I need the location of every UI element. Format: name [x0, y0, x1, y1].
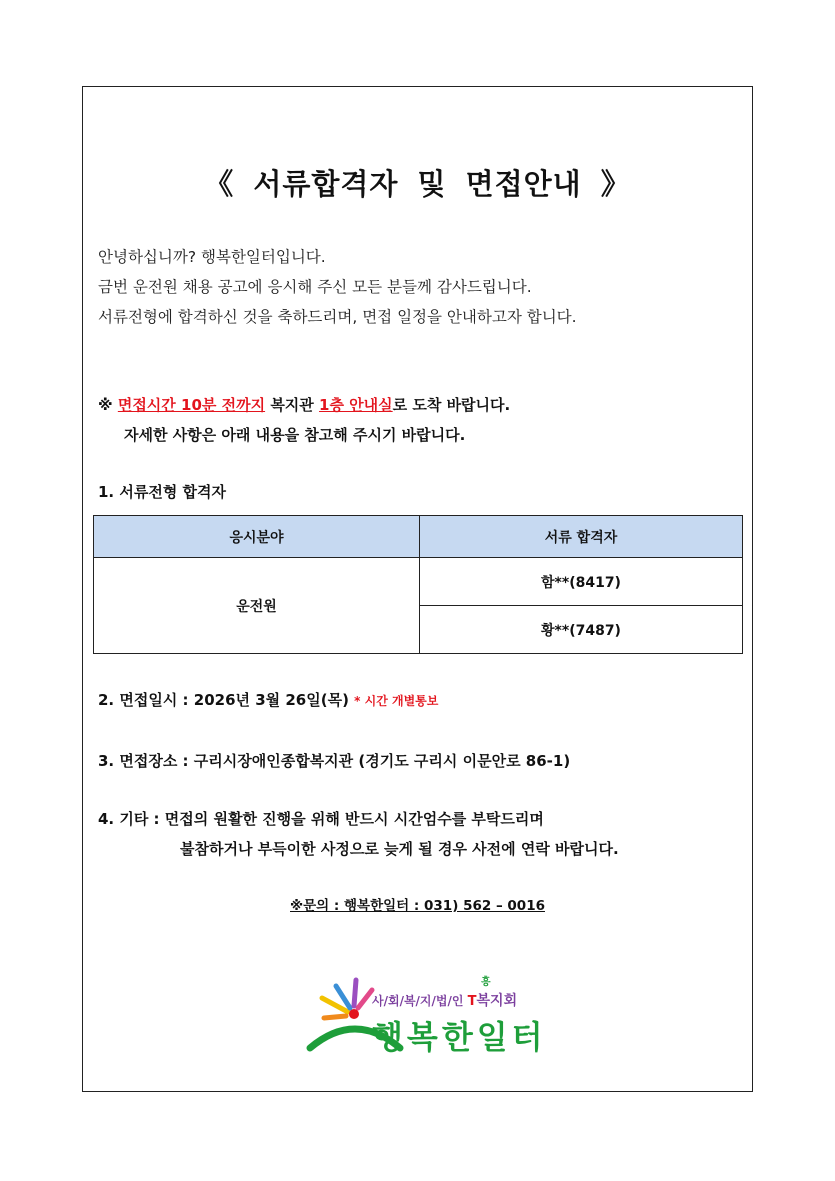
notice-line-1	[98, 394, 510, 415]
notice-mark: ※	[98, 396, 113, 414]
intro-line-2: 금번 운전원 채용 공고에 응시해 주신 모든 분들께 감사드립니다.	[98, 278, 532, 296]
interview-time-note: * 시간 개별통보	[354, 694, 439, 708]
page-title: 《 서류합격자 및 면접안내 》	[204, 167, 631, 201]
logo-subtitle-prefix: 사/회/복/지/법/인	[372, 994, 464, 1008]
logo-subtitle	[372, 990, 517, 1010]
table-header-row	[94, 516, 743, 558]
notice-tail: 로 도착 바랍니다.	[392, 396, 511, 414]
logo-name: 행복한일터	[372, 1018, 547, 1056]
header-passers: 서류 합격자	[420, 516, 743, 558]
etc-line-2: 불참하거나 부득이한 사정으로 늦게 될 경우 사전에 연락 바랍니다.	[180, 840, 619, 858]
passer-cell-2: 황**(7487)	[420, 606, 743, 654]
section2	[98, 689, 438, 710]
organization-logo	[300, 970, 570, 1058]
logo-emblem-letter: T	[467, 994, 477, 1009]
notice-room-highlight: 1층 안내실	[319, 396, 393, 414]
intro-line-3: 서류전형에 합격하신 것을 축하드리며, 면접 일정을 안내하고자 합니다.	[98, 308, 577, 326]
interview-date: 2. 면접일시 : 2026년 3월 26일(목)	[98, 691, 349, 709]
interview-location: 3. 면접장소 : 구리시장애인종합복지관 (경기도 구리시 이문안로 86-1)	[98, 752, 571, 770]
passer-table	[93, 515, 743, 654]
field-cell: 운전원	[94, 558, 420, 654]
table-row	[94, 558, 743, 606]
intro-line-1: 안녕하십니까? 행복한일터입니다.	[98, 248, 326, 266]
passer-cell-1: 함**(8417)	[420, 558, 743, 606]
logo-subtitle-suffix: 복지회	[476, 993, 518, 1009]
etc-line-1: 4. 기타 : 면접의 원활한 진행을 위해 반드시 시간엄수를 부탁드리며	[98, 810, 544, 828]
logo-hanja-mark: 흥	[481, 977, 491, 988]
section1-heading: 1. 서류전형 합격자	[98, 483, 227, 501]
notice-place: 복지관	[270, 396, 314, 414]
header-field: 응시분야	[94, 516, 420, 558]
contact-info: ※문의 : 행복한일터 : 031) 562 – 0016	[290, 898, 545, 914]
notice-time-highlight: 면접시간 10분 전까지	[117, 396, 266, 414]
notice-line-2: 자세한 사항은 아래 내용을 참고해 주시기 바랍니다.	[124, 426, 466, 444]
